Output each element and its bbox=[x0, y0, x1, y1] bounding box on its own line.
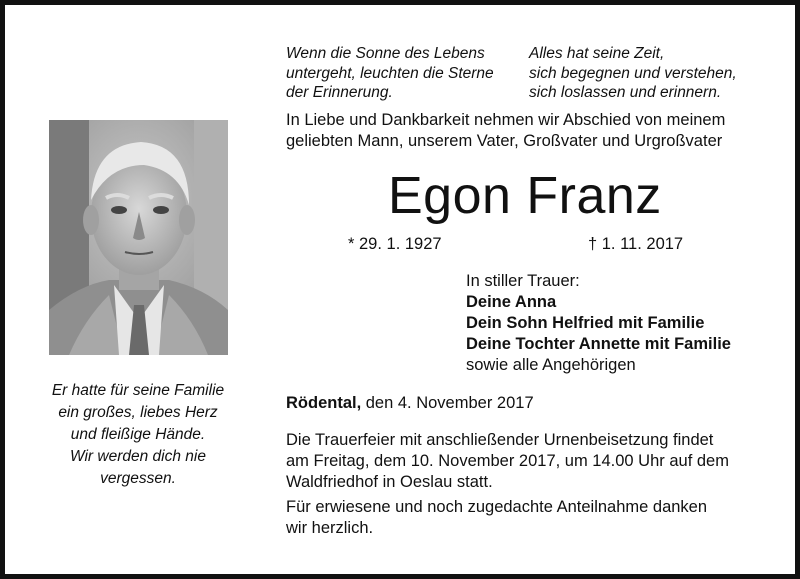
quote-left-line: Wenn die Sonne des Lebens bbox=[286, 45, 485, 62]
intro-line: geliebten Mann, unserem Vater, Großvater und Urgroßvater bbox=[286, 132, 723, 150]
mourner-name: Dein Sohn Helfried mit Familie bbox=[466, 314, 705, 332]
tribute-line: und fleißige Hände. bbox=[70, 426, 206, 443]
mourners-block bbox=[466, 271, 731, 376]
quote-right-line: sich begegnen und verstehen, bbox=[529, 64, 737, 82]
quote-right bbox=[529, 44, 737, 103]
quote-right-line: Alles hat seine Zeit, bbox=[529, 45, 665, 62]
quote-right-line: sich loslassen und erinnern. bbox=[529, 84, 722, 101]
thanks-text bbox=[286, 497, 707, 539]
intro-line: In Liebe und Dankbarkeit nehmen wir Abschied von meinem bbox=[286, 111, 726, 129]
deceased-name: Egon Franz bbox=[388, 167, 662, 225]
ceremony-line: Waldfriedhof in Oeslau statt. bbox=[286, 473, 493, 491]
ceremony-line: Die Trauerfeier mit anschließender Urnenbeisetzung findet bbox=[286, 431, 714, 449]
ceremony-text bbox=[286, 430, 729, 493]
tribute-line: vergessen. bbox=[100, 470, 176, 487]
ceremony-line: am Freitag, dem 10. November 2017, um 14.00 Uhr auf dem bbox=[286, 452, 729, 470]
intro-text bbox=[286, 110, 725, 152]
mourner-name: Deine Anna bbox=[466, 293, 557, 311]
tribute-text bbox=[35, 380, 241, 490]
birth-date: * 29. 1. 1927 bbox=[348, 235, 442, 253]
mourner-name: Deine Tochter Annette mit Familie bbox=[466, 335, 731, 353]
thanks-line: wir herzlich. bbox=[286, 519, 374, 537]
place-date bbox=[286, 393, 534, 414]
tribute-line: Wir werden dich nie bbox=[70, 448, 206, 465]
tribute-line: ein großes, liebes Herz bbox=[58, 404, 218, 421]
quote-left-line: der Erinnerung. bbox=[286, 84, 393, 101]
mourners-heading: In stiller Trauer: bbox=[466, 272, 580, 290]
place: Rödental, bbox=[286, 394, 362, 412]
portrait-photo bbox=[49, 120, 228, 355]
thanks-line: Für erwiesene und noch zugedachte Anteilnahme danken bbox=[286, 498, 708, 516]
quote-left bbox=[286, 44, 494, 103]
death-date: † 1. 11. 2017 bbox=[588, 235, 684, 253]
mourners-closing: sowie alle Angehörigen bbox=[466, 356, 636, 374]
tribute-line: Er hatte für seine Familie bbox=[51, 382, 225, 399]
date: den 4. November 2017 bbox=[361, 394, 534, 412]
quote-left-line: untergeht, leuchten die Sterne bbox=[286, 64, 494, 82]
